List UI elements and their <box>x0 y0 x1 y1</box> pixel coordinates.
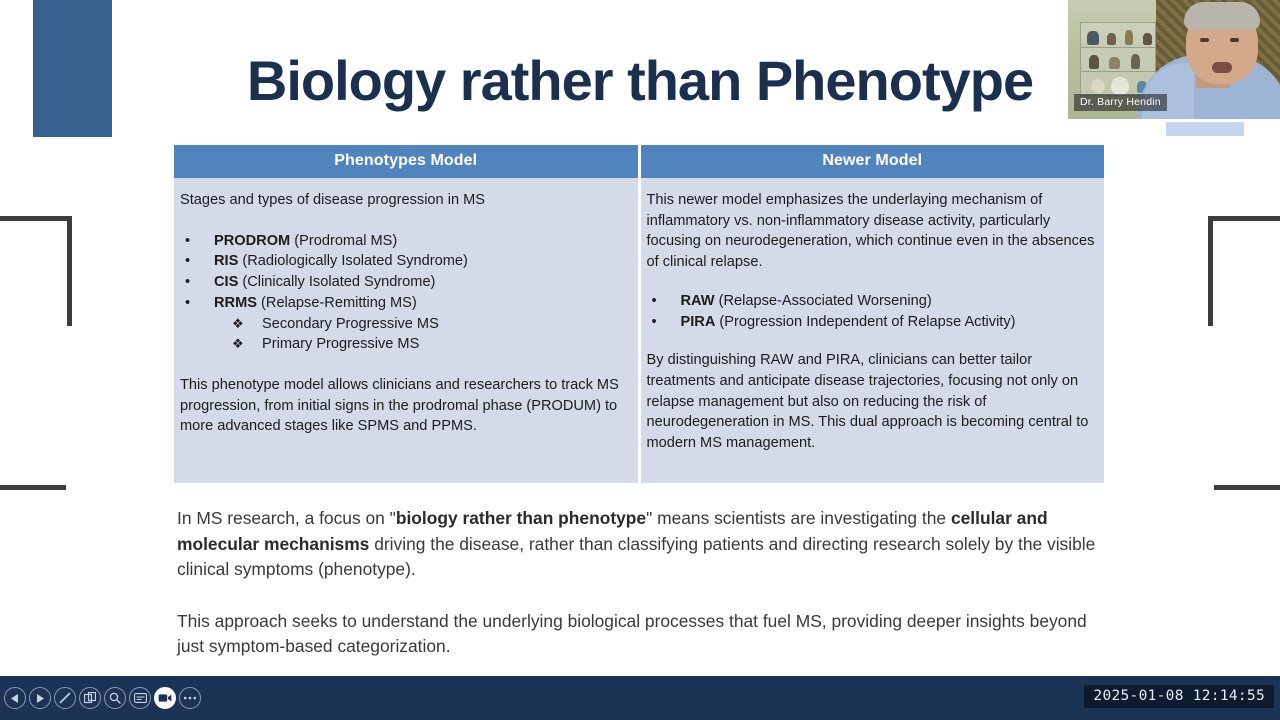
list-item <box>647 312 1096 333</box>
camera-button[interactable] <box>154 687 176 709</box>
column-header-phenotypes-model: Phenotypes Model <box>174 145 638 178</box>
list-item <box>180 314 629 335</box>
decorative-bracket-top-right-vertical <box>1208 216 1213 326</box>
phenotypes-outro-text: This phenotype model allows clinicians and researchers to track MS progression, from initial signs in the prodromal phase (PRODUM) to more advanced stages like SPMS and PPMS. <box>180 376 619 435</box>
text-run: In MS research, a focus on " <box>177 508 396 528</box>
phenotypes-bullet-list <box>180 231 629 314</box>
bullet-rest: (Relapse-Remitting MS) <box>256 294 417 311</box>
decorative-bracket-bottom-right-rule <box>1214 485 1280 490</box>
list-item <box>647 291 1096 312</box>
text-run: " means scientists are investigating the <box>646 508 951 528</box>
video-accent-chip <box>1166 122 1244 136</box>
sub-bullet-label: Secondary Progressive MS <box>262 315 439 332</box>
player-toolbar <box>0 676 1280 720</box>
annotate-button[interactable] <box>54 687 76 709</box>
bullet-icon: • <box>651 292 657 309</box>
sub-bullet-label: Primary Progressive MS <box>262 336 420 353</box>
table-column-newer-model <box>641 145 1105 483</box>
list-item <box>180 293 629 314</box>
presenter-name-label: Dr. Barry Hendin <box>1074 94 1167 111</box>
bullet-icon: • <box>185 274 191 291</box>
previous-button[interactable] <box>4 687 26 709</box>
presenter-eye-left <box>1200 38 1209 42</box>
diamond-bullet-icon: ❖ <box>232 336 244 352</box>
bullet-term: PRODROM <box>214 232 291 249</box>
bullet-term: PIRA <box>680 313 716 330</box>
column-body-newer-model <box>641 178 1105 483</box>
text-run: This approach seeks to understand the underlying biological processes that fuel MS, providing deeper insights beyond just symptom-based categorization. <box>177 610 1087 657</box>
decorative-bracket-top-left-vertical <box>67 216 72 326</box>
phenotypes-sub-bullet-list <box>180 314 629 355</box>
column-header-newer-model: Newer Model <box>641 145 1105 178</box>
bullet-term: CIS <box>214 274 239 291</box>
newer-model-intro-text: This newer model emphasizes the underlaying mechanism of inflammatory vs. non-inflammatory disease activity, particularly focusing on neurodegeneration, which continue even in the absences of clinical relapse. <box>646 192 1095 271</box>
presenter-eye-right <box>1230 38 1239 42</box>
layout-button[interactable] <box>79 687 101 709</box>
bullet-term: RRMS <box>214 294 257 311</box>
decorative-bracket-top-right-horizontal <box>1208 216 1280 221</box>
diamond-bullet-icon: ❖ <box>232 315 244 331</box>
bullet-icon: • <box>185 294 191 311</box>
presenter-hair <box>1184 2 1260 30</box>
phenotypes-intro-text: Stages and types of disease progression in MS <box>180 192 486 208</box>
bullet-rest: (Progression Independent of Relapse Activity) <box>715 313 1016 330</box>
bullet-rest: (Prodromal MS) <box>290 232 398 249</box>
decorative-bracket-bottom-left-rule <box>0 485 66 490</box>
paragraph-two <box>177 609 1102 660</box>
bullet-icon: • <box>651 313 657 330</box>
zoom-button[interactable] <box>104 687 126 709</box>
play-button[interactable] <box>29 687 51 709</box>
more-button[interactable] <box>179 687 201 709</box>
column-body-phenotypes-model <box>174 178 638 483</box>
list-item <box>180 272 629 293</box>
comparison-table <box>174 145 1104 483</box>
bullet-icon: • <box>185 232 191 249</box>
list-item <box>180 251 629 272</box>
presenter-video-overlay[interactable] <box>1068 0 1280 119</box>
bullet-rest: (Clinically Isolated Syndrome) <box>238 274 436 291</box>
decorative-bracket-top-left-horizontal <box>0 216 72 221</box>
text-run: driving the disease, rather than classifying patients and directing research solely by the visible clinical symptoms (phenotype). <box>177 533 1096 580</box>
slide-title: Biology rather than Phenotype <box>246 49 1034 112</box>
newer-model-outro-text: By distinguishing RAW and PIRA, clinicians can better tailor treatments and anticipate disease trajectories, focusing not only on relapse management but also on reducing the risk of neurodegeneration in MS. This dual approach is becoming central to modern MS management. <box>646 352 1089 452</box>
presenter-mouth <box>1212 62 1232 73</box>
list-item <box>180 334 629 355</box>
newer-model-bullet-list <box>647 291 1096 332</box>
text-run-bold: biology rather than phenotype <box>395 508 647 528</box>
bullet-term: RAW <box>680 292 715 309</box>
clock-display: 2025-01-08 12:14:55 <box>1084 685 1274 708</box>
slide-body-copy <box>177 506 1102 660</box>
bullet-rest: (Radiologically Isolated Syndrome) <box>238 253 468 270</box>
table-column-phenotypes-model <box>174 145 638 483</box>
captions-button[interactable] <box>129 687 151 709</box>
list-item <box>180 231 629 252</box>
text-run-bold: cellular and molecular mechanisms <box>177 508 1048 554</box>
toolbar-button-group <box>4 676 201 720</box>
bullet-rest: (Relapse-Associated Worsening) <box>714 292 932 309</box>
bullet-term: RIS <box>214 253 239 270</box>
paragraph-one <box>177 506 1102 583</box>
bullet-icon: • <box>185 253 191 270</box>
